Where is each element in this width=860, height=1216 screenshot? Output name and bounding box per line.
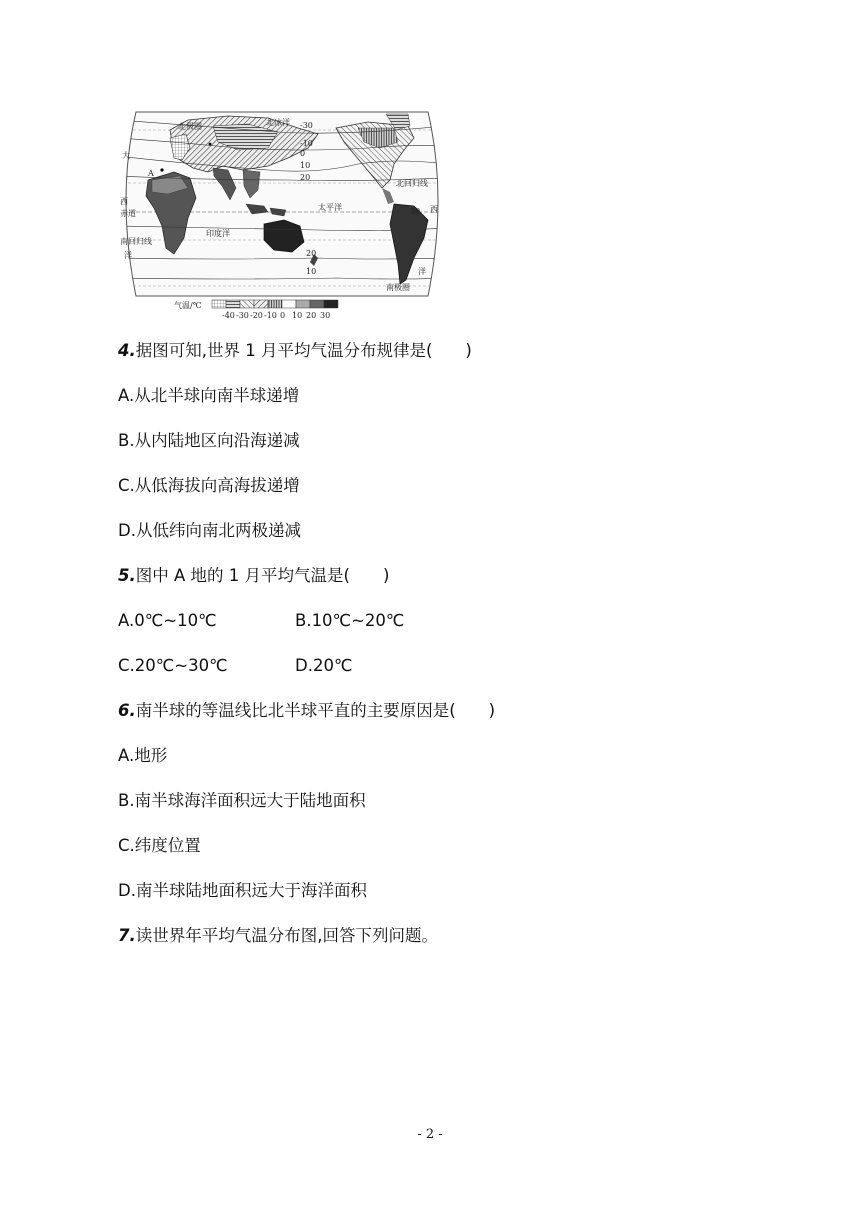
label-atlantic-1: 大 [122, 151, 130, 160]
isotherm-label: 10 [306, 267, 317, 276]
label-atlantic-2: 西 [120, 197, 128, 206]
point-a-marker [160, 168, 163, 171]
legend-tick: -40 [222, 311, 235, 320]
question-number: 5. [118, 566, 136, 585]
question-text: 读世界年平均气温分布图,回答下列问题。 [135, 926, 438, 945]
world-january-temperature-map [118, 108, 446, 322]
question-number: 4. [118, 341, 136, 360]
label-tropic-of-cancer: 北回归线 [396, 179, 428, 188]
question-4-option-a: A.从北半球向南半球递增 [118, 386, 300, 405]
question-6-option-b: B.南半球海洋面积远大于陆地面积 [118, 791, 366, 810]
label-atlantic-4: 西 [430, 205, 438, 214]
label-arctic-circle: 北极圈 [178, 122, 202, 131]
question-6-option-a: A.地形 [118, 746, 168, 765]
label-atlantic-5: 洋 [418, 267, 426, 276]
question-5-option-c: C.20℃~30℃ [118, 656, 228, 675]
legend-bar [212, 300, 338, 308]
page-number: - 2 - [417, 1127, 443, 1142]
question-number: 6. [118, 701, 136, 720]
city-marker [209, 143, 212, 146]
question-6-stem [118, 700, 495, 722]
question-4-option-c: C.从低海拔向高海拔递增 [118, 476, 300, 495]
legend-tick: 0 [280, 311, 286, 320]
isotherm-label: -30 [300, 121, 313, 130]
question-number: 7. [118, 926, 136, 945]
question-6-option-c: C.纬度位置 [118, 836, 201, 855]
isotherm-label: 30 [410, 207, 421, 216]
question-7-stem [118, 925, 438, 947]
legend-tick: 30 [320, 311, 331, 320]
label-indian-ocean: 印度洋 [206, 229, 230, 238]
label-arctic-ocean: 北冰洋 [266, 118, 290, 127]
isotherm-label: 10 [300, 161, 311, 170]
question-5-stem [118, 565, 389, 587]
question-text: 南半球的等温线比北半球平直的主要原因是( ) [135, 701, 496, 720]
legend-tick: -20 [250, 311, 263, 320]
label-point-a: A [148, 169, 154, 178]
map-svg [118, 108, 446, 322]
isotherm-label: 20 [306, 249, 317, 258]
label-tropic-of-capricorn: 南回归线 [120, 237, 152, 246]
question-5-option-a: A.0℃~10℃ [118, 611, 217, 630]
legend-title: 气温/℃ [174, 301, 202, 310]
question-6-option-d: D.南半球陆地面积远大于海洋面积 [118, 881, 367, 900]
label-equator: 赤道 [120, 209, 136, 218]
legend-tick: 10 [292, 311, 303, 320]
question-5-option-d: D.20℃ [295, 656, 353, 675]
question-4-option-b: B.从内陆地区向沿海递减 [118, 431, 300, 450]
label-antarctic-circle: 南极圈 [386, 283, 410, 292]
question-5-option-b: B.10℃~20℃ [295, 611, 405, 630]
legend-tick: -10 [264, 311, 277, 320]
question-4-stem [118, 340, 472, 362]
label-pacific: 太平洋 [318, 203, 342, 212]
label-atlantic-3: 洋 [124, 251, 132, 260]
question-text: 据图可知,世界 1 月平均气温分布规律是( ) [135, 341, 472, 360]
legend-tick: -30 [236, 311, 249, 320]
isotherm-label: -10 [300, 139, 313, 148]
question-4-option-d: D.从低纬向南北两极递减 [118, 521, 301, 540]
question-text: 图中 A 地的 1 月平均气温是( ) [135, 566, 390, 585]
isotherm-label: 20 [300, 173, 311, 182]
isotherm-label: 0 [300, 149, 306, 158]
legend-tick: 20 [306, 311, 317, 320]
